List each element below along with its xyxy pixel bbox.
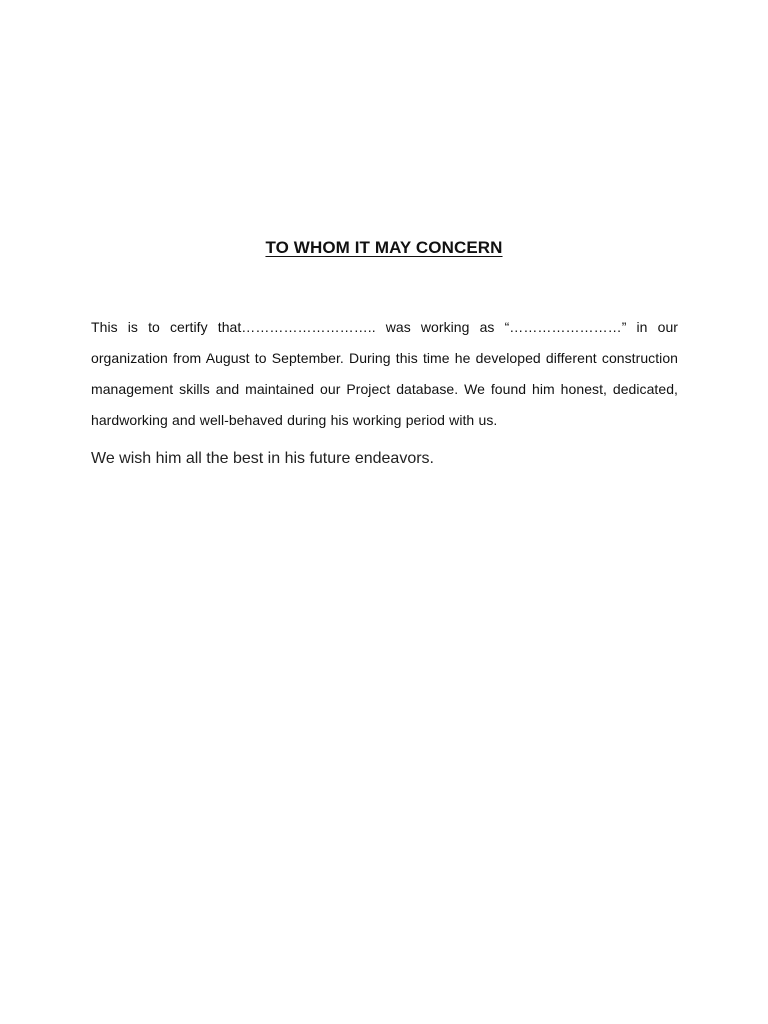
heading-text: TO WHOM IT MAY CONCERN [265, 238, 503, 257]
closing-line: We wish him all the best in his future endeavors. [91, 450, 434, 467]
certificate-paragraph: This is to certify that……………………….. was working as “……………………” in our organization from August to September. During this time he developed different construction management skills and maintained our Project database. We found him honest, dedicated, hardworking and well-behaved during his working period with us. [91, 319, 678, 428]
page-title [0, 238, 768, 258]
